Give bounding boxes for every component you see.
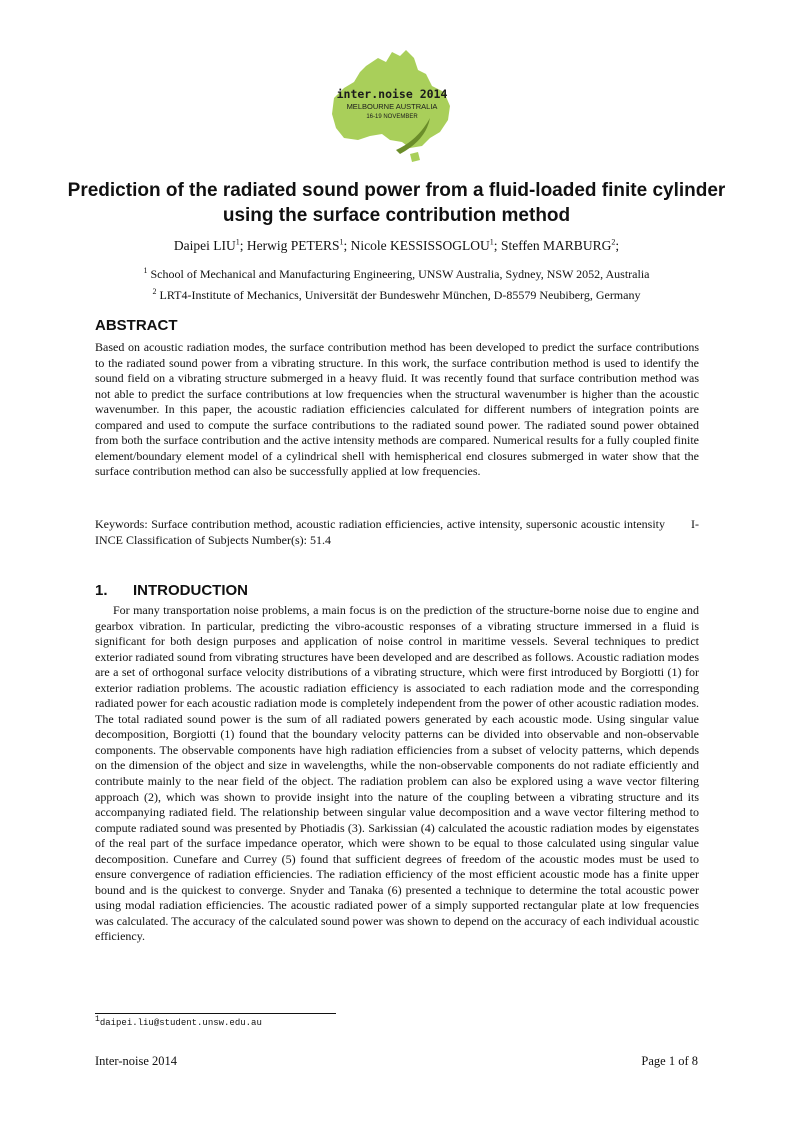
introduction-text: For many transportation noise problems, a main focus is on the prediction of the structure-borne noise due to engine and gearbox vibration. In particular, predicting the vibro-acoustic responses of a vibrating structure immersed in a fluid is significant for both design purposes and application of noise control in maritime vessels. Several techniques to predict exterior radiated sound from vibrating structures have been developed and are described as follows. Acoustic radiation modes are a set of orthogonal surface velocity distributions of a vibrating structure, which were first introduced by Borgiotti (1) for exterior radiation problems. The acoustic radiation efficiency is associated to each radiation mode and the corresponding radiated power for each acoustic radiation mode is completely independent from the power of other acoustic radiation modes. The total radiated sound power is the sum of all radiated powers generated by each acoustic mode. Using singular value decomposition, Borgiotti (1) found that the boundary velocity patterns can be divided into observable and non-observable components. The observable components have high radiation efficiencies from a subset of velocity patterns, which depends on the dimension of the object and size in wavelengths, while the non-observable components do not radiate efficiently and contribute mainly to the near field of the object. The radiation problem can also be explored using a wave vector filtering approach (2), which was shown to provide insight into the nature of the coupling between a vibrating structure and its accompanying radiated field. The relationship between singular value decomposition and a wave vector filtering method to compute radiated sound was presented by Photiadis (3). Sarkissian (4) calculated the acoustic radiation modes by eigenstates of the real part of the surface impedance operator, which were shown to be equal to those calculated using singular value decomposition. Cunefare and Currey (5) found that sufficient degrees of freedom of the acoustic modes must be used to ensure convergence of radiation efficiencies. The radiation efficiency of the most efficient acoustic mode has a finite upper bound and is the quickest to converge. Snyder and Tanaka (6) presented a technique to determine the total acoustic power using modal radiation efficiencies. The acoustic radiated power of a simply supported rectangular plate at low frequencies was calculated. The accuracy of the calculated sound power was shown to depend on the accuracy of each individual acoustic efficiency. xyxy=(95,603,699,944)
australia-map-logo xyxy=(326,48,458,166)
tasmania-shape xyxy=(410,152,420,162)
author: Daipei LIU$^1$; xyxy=(173,237,247,253)
conference-logo xyxy=(326,48,458,166)
logo-line2: MELBOURNE AUSTRALIA xyxy=(346,102,438,111)
footer-page-number: Page 1 of 8 xyxy=(641,1054,698,1068)
section-heading-introduction: 1. INTRODUCTION xyxy=(95,582,248,599)
logo-line3: 16-19 NOVEMBER xyxy=(366,114,418,120)
footer-conference: Inter-noise 2014 xyxy=(95,1054,178,1068)
footnote-email: $^1$daipei.liu@student.unsw.edu.au xyxy=(95,1015,262,1028)
footnote-rule xyxy=(95,1013,336,1014)
author-list xyxy=(60,238,733,254)
logo-line1: inter.noise 2014 xyxy=(336,87,448,101)
paper-title: Prediction of the radiated sound power from a fluid-loaded finite cylinder using the surface contribution method xyxy=(67,180,726,226)
author: Nicole KESSISSOGLOU$^1$; xyxy=(350,237,501,253)
keywords: Keywords: Surface contribution method, acoustic radiation efficiencies, active intensity, supersonic acoustic intensity I-INCE Classification of Subjects Number(s): 51.4 xyxy=(95,517,699,547)
affiliation: $^2$ LRT4-Institute of Mechanics, Universität der Bundeswehr München, D-85579 Neubiberg, Germany xyxy=(152,287,641,302)
affiliation: $^1$ School of Mechanical and Manufacturing Engineering, UNSW Australia, Sydney, NSW 2052, Australia xyxy=(143,266,650,281)
abstract-heading: ABSTRACT xyxy=(95,317,178,334)
author: Steffen MARBURG$^2$; xyxy=(500,237,620,253)
author: Herwig PETERS$^1$; xyxy=(246,237,351,253)
abstract-text: Based on acoustic radiation modes, the surface contribution method has been developed to predict the surface contributions to the radiated sound power from a vibrating structure. In this work, the surface contribution method is used to identify the sound field on a vibrating structure submerged in a heavy fluid. It was recently found that surface contribution method was not able to predict the surface contributions at low frequencies when the structural wavenumber is higher than the acoustic wavenumber. In this paper, the acoustic radiation efficiencies calculated for different numbers of integration points are compared and used to compute the surface contributions to the radiated sound power. The radiated sound power obtained from both the surface contribution and the active intensity methods are compared. Numerical results for a fully coupled finite element/boundary element model of a cylindrical shell with hemispherical end closures submerged in water show that the surface contribution method can also be successfully applied at low frequencies. xyxy=(95,340,699,479)
classification: I-INCE Classification of Subjects Number(s): 51.4 xyxy=(95,517,699,547)
